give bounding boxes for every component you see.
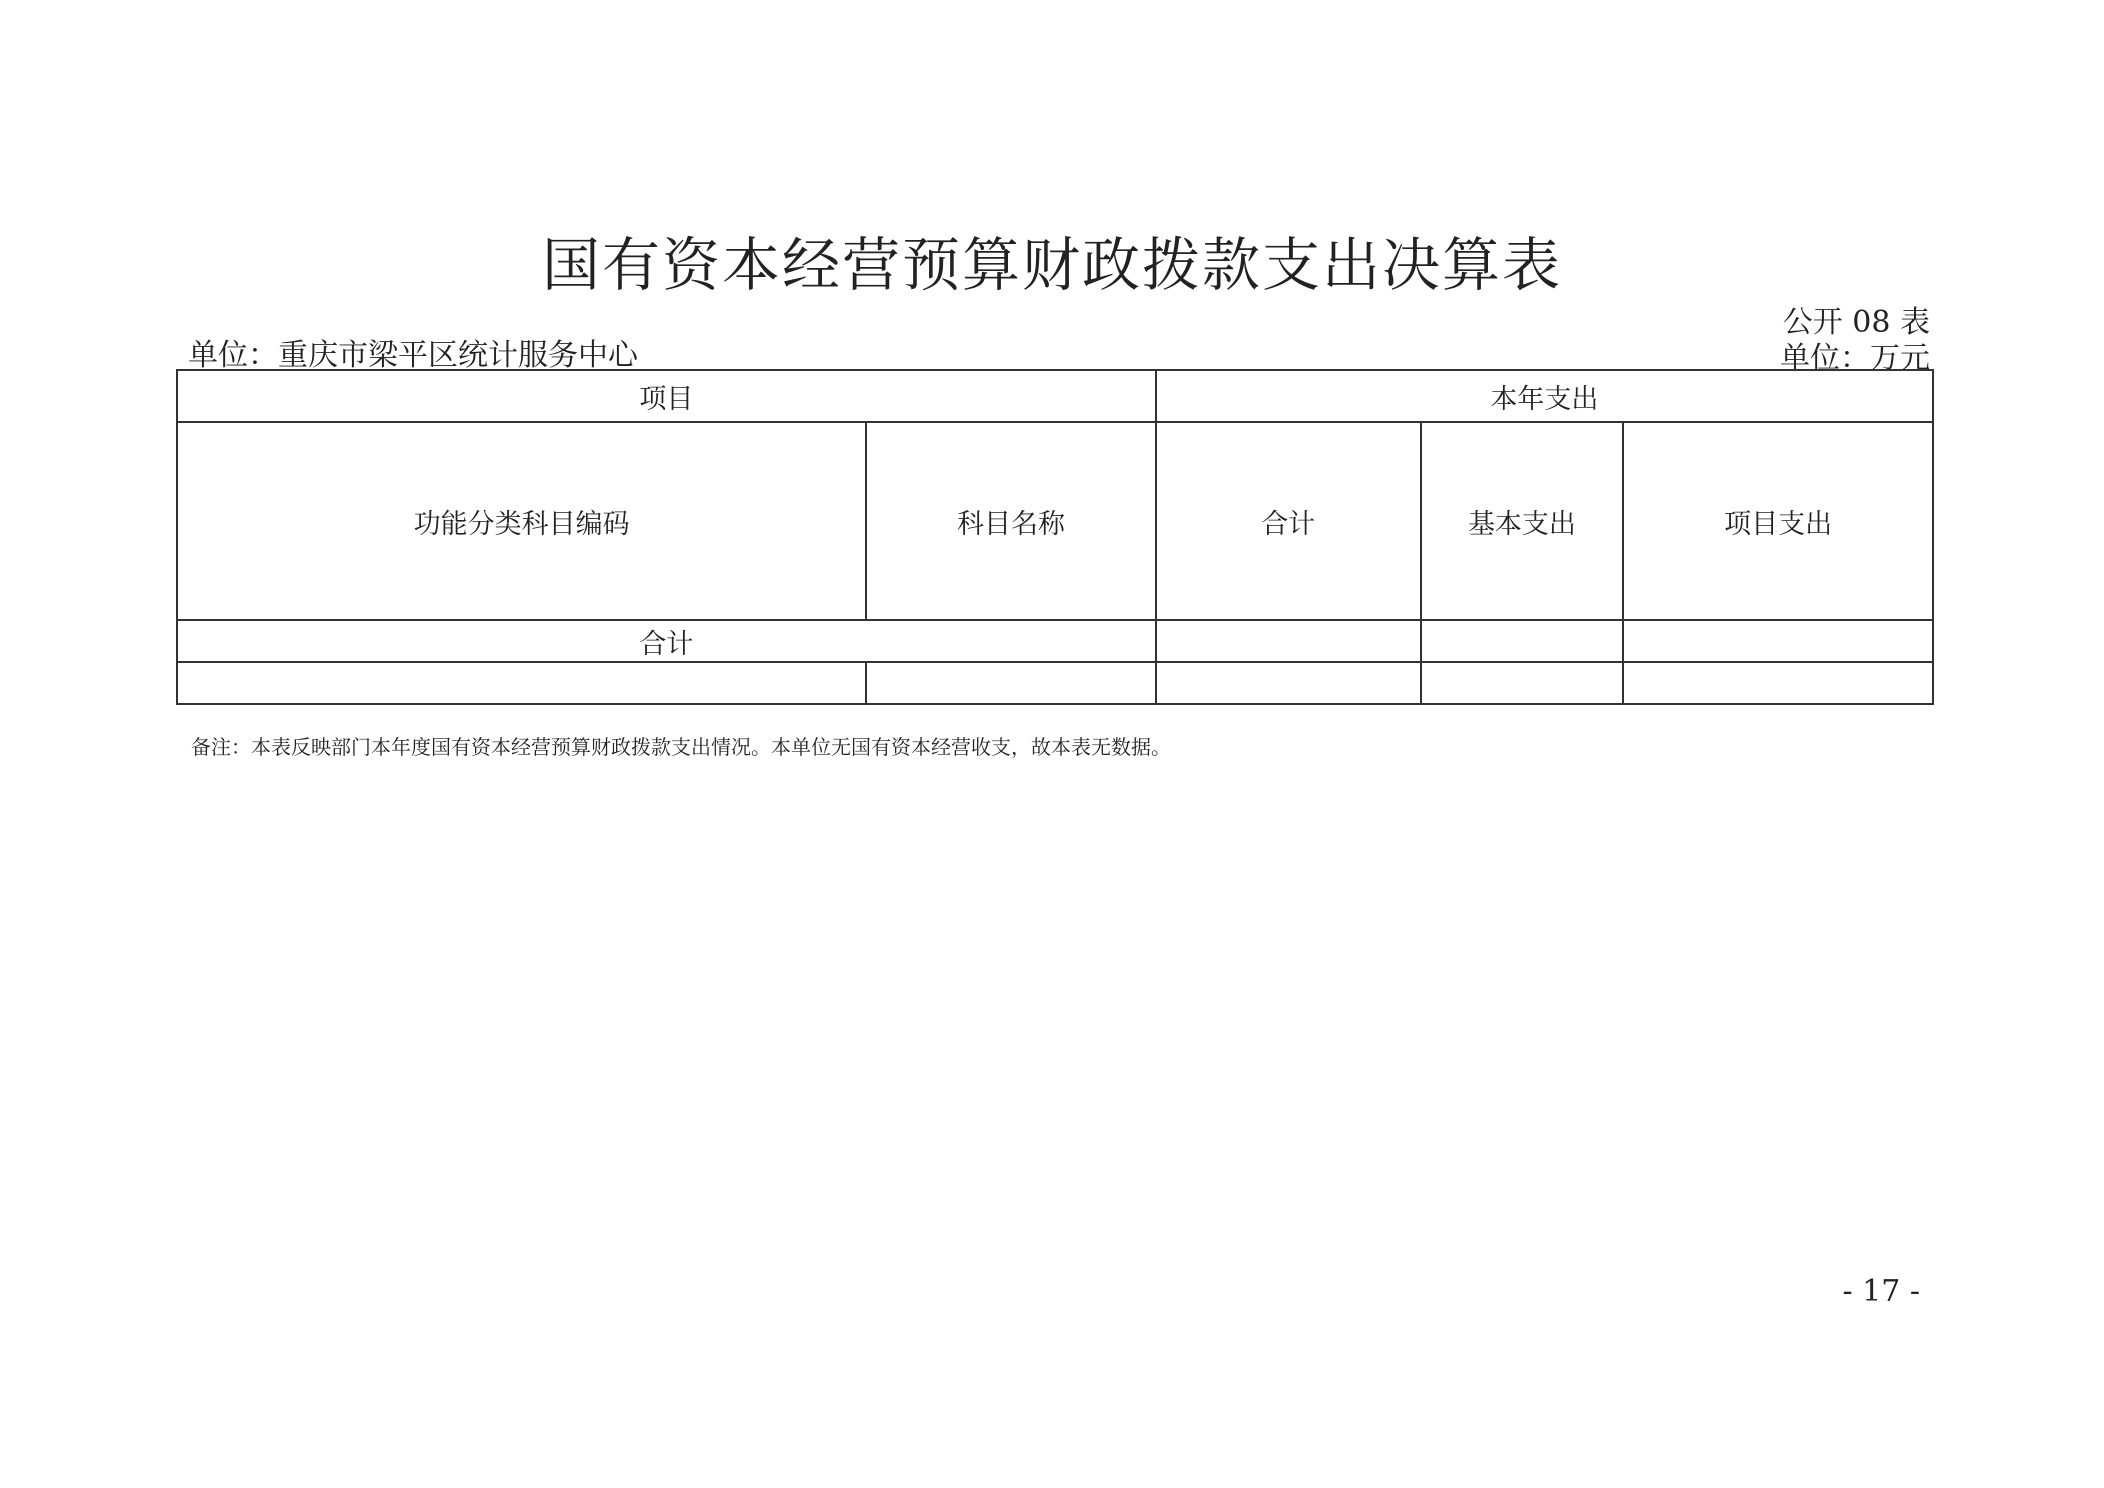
table-header-row-group (177, 370, 1933, 422)
header-total: 合计 (1156, 422, 1421, 620)
page-number: - 17 - (1842, 1274, 1920, 1309)
page-title: 国有资本经营预算财政拨款支出决算表 (541, 231, 1562, 299)
footnote: 备注：本表反映部门本年度国有资本经营预算财政拨款支出情况。本单位无国有资本经营收支，故本表无数据。 (191, 735, 1171, 759)
total-basic-value (1421, 620, 1624, 662)
header-current-year-expenditure: 本年支出 (1156, 370, 1933, 422)
header-subject-name: 科目名称 (866, 422, 1156, 620)
table-row-total (177, 620, 1933, 662)
total-label: 合计 (177, 620, 1156, 662)
header-basic-expenditure: 基本支出 (1421, 422, 1624, 620)
expenditure-table (176, 369, 1934, 705)
total-value (1156, 620, 1421, 662)
cell-code (177, 662, 866, 704)
table-header-row-columns (177, 422, 1933, 620)
total-project-value (1623, 620, 1933, 662)
currency-unit: 单位：万元 (1780, 341, 1930, 376)
cell-name (866, 662, 1156, 704)
header-project: 项目 (177, 370, 1156, 422)
form-number: 公开 08 表 (1782, 305, 1930, 340)
header-project-expenditure: 项目支出 (1623, 422, 1933, 620)
cell-total (1156, 662, 1421, 704)
cell-basic (1421, 662, 1624, 704)
cell-project (1623, 662, 1933, 704)
header-function-code: 功能分类科目编码 (177, 422, 866, 620)
reporting-unit: 单位：重庆市梁平区统计服务中心 (188, 338, 638, 373)
table-row (177, 662, 1933, 704)
